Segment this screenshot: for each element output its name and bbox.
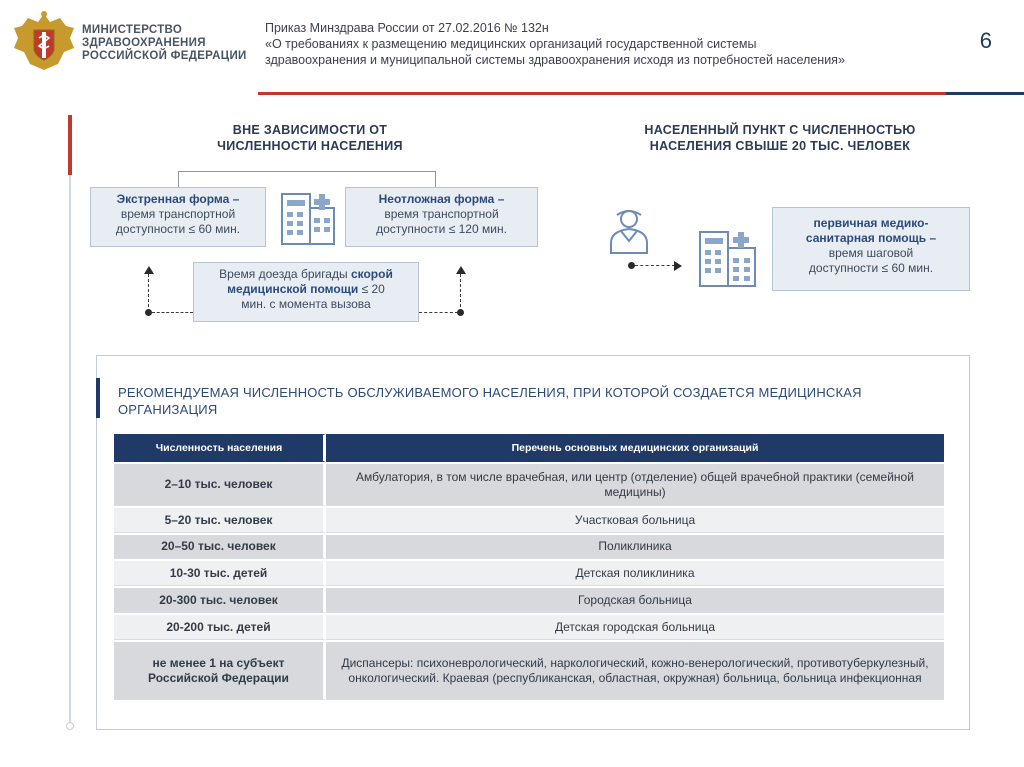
urgent-form-box: [345, 187, 538, 247]
ministry-line-2: ЗДРАВООХРАНЕНИЯ: [82, 37, 206, 49]
table-row: [114, 535, 944, 559]
cell-population: 20-200 тыс. детей: [114, 615, 326, 640]
left-accent-dot: [66, 722, 74, 730]
cell-population: 5–20 тыс. человек: [114, 508, 326, 533]
cell-organizations: Городская больница: [326, 588, 944, 613]
connector-primary-horizontal: [635, 265, 675, 266]
emergency-form-title: Экстренная форма –: [116, 192, 240, 206]
ambulance-line-1-bold: скорой: [350, 267, 393, 281]
primary-care-line-1: время шаговой: [828, 246, 914, 260]
table-row: [114, 642, 944, 700]
header-population: Численность населения: [114, 434, 326, 462]
ministry-emblem-icon: [8, 8, 80, 80]
left-accent-red: [68, 115, 72, 175]
cell-organizations: Диспансеры: психоневрологический, наркологический, кожно-венерологический, противотуберкулезный, онкологический. Краевая (республиканская, областная, окружная) больница, больница инфекционная: [326, 642, 944, 700]
cell-population: 10-30 тыс. детей: [114, 561, 326, 586]
cell-population: не менее 1 на субъект Российской Федерации: [114, 642, 326, 700]
arrow-up-left-icon: [144, 266, 154, 274]
connector-right-vertical: [460, 274, 461, 312]
connector-right-horizontal: [419, 312, 458, 313]
table-row: [114, 561, 944, 586]
cell-population: 2–10 тыс. человек: [114, 464, 326, 506]
order-line-2: «О требованиях к размещению медицинских организаций государственной системы: [265, 37, 757, 51]
connector-left-horizontal: [152, 312, 193, 313]
left-heading-line-2: ЧИСЛЕННОСТИ НАСЕЛЕНИЯ: [217, 139, 403, 153]
ministry-line-3: РОССИЙСКОЙ ФЕДЕРАЦИИ: [82, 50, 247, 62]
connector-right-dot: [457, 309, 464, 316]
panel-title-line-1: РЕКОМЕНДУЕМАЯ ЧИСЛЕННОСТЬ ОБСЛУЖИВАЕМОГО НАСЕЛЕНИЯ, ПРИ КОТОРОЙ СОЗДАЕТСЯ МЕДИЦИНСКАЯ: [118, 385, 862, 400]
cell-organizations: Участковая больница: [326, 508, 944, 533]
primary-care-box: [772, 207, 970, 291]
cell-organizations: Поликлиника: [326, 535, 944, 559]
order-line-3: здравоохранения и муниципальной системы здравоохранения исходя из потребностей населения»: [265, 53, 845, 67]
connector-left-vertical: [148, 274, 149, 312]
right-heading-line-1: НАСЕЛЕННЫЙ ПУНКТ С ЧИСЛЕННОСТЬЮ: [644, 123, 916, 137]
panel-title-line-2: ОРГАНИЗАЦИЯ: [118, 402, 218, 417]
table-row: [114, 615, 944, 640]
person-icon: [607, 207, 651, 260]
organizations-table: [114, 432, 944, 702]
emergency-form-box: [90, 187, 266, 247]
table-row: [114, 588, 944, 613]
panel-title: [118, 384, 948, 418]
urgent-form-title: Неотложная форма –: [378, 192, 505, 206]
cell-organizations: Амбулатория, в том числе врачебная, или центр (отделение) общей врачебной практики (семейной медицины): [326, 464, 944, 506]
cell-organizations: Детская городская больница: [326, 615, 944, 640]
ambulance-line-3: мин. с момента вызова: [241, 297, 371, 311]
right-heading-line-2: НАСЕЛЕНИЯ СВЫШЕ 20 ТЫС. ЧЕЛОВЕК: [649, 139, 911, 153]
header-rule-navy: [946, 92, 1024, 95]
left-accent-line: [69, 175, 71, 725]
cell-population: 20–50 тыс. человек: [114, 535, 326, 559]
order-line-1: Приказ Минздрава России от 27.02.2016 № 132н: [265, 21, 549, 35]
header-organizations: Перечень основных медицинских организаций: [326, 434, 944, 462]
primary-care-title-2: санитарная помощь –: [805, 231, 937, 245]
left-heading: [195, 122, 425, 154]
ministry-line-1: МИНИСТЕРСТВО: [82, 24, 183, 36]
table-row: [114, 464, 944, 506]
ambulance-line-2-bold: медицинской помощи: [227, 282, 359, 296]
emergency-form-line-1: время транспортной: [120, 207, 236, 221]
left-heading-line-1: ВНЕ ЗАВИСИМОСТИ ОТ: [232, 123, 388, 137]
table-row: [114, 508, 944, 533]
ministry-name: [82, 24, 247, 63]
ambulance-box: [193, 262, 419, 322]
cell-population: 20-300 тыс. человек: [114, 588, 326, 613]
heading-bracket: [178, 171, 436, 187]
ambulance-line-2: ≤ 20: [358, 282, 385, 296]
cell-organizations: Детская поликлиника: [326, 561, 944, 586]
urgent-form-line-1: время транспортной: [384, 207, 499, 221]
primary-care-title-1: первичная медико-: [813, 216, 929, 230]
polyclinic-building-icon: [697, 226, 759, 295]
hospital-building-icon: [279, 188, 339, 253]
table-header-row: [114, 434, 944, 462]
arrow-right-icon: [674, 261, 682, 271]
connector-primary-dot: [628, 262, 635, 269]
page-number: 6: [979, 28, 992, 53]
arrow-up-right-icon: [456, 266, 466, 274]
ambulance-line-1: Время доезда бригады: [219, 267, 351, 281]
connector-left-dot: [145, 309, 152, 316]
urgent-form-line-2: доступности ≤ 120 мин.: [376, 222, 507, 236]
emergency-form-line-2: доступности ≤ 60 мин.: [115, 222, 241, 236]
order-title: [265, 20, 955, 68]
right-heading: [600, 122, 960, 154]
header-rule-red: [258, 92, 946, 95]
panel-accent-bar: [96, 378, 100, 418]
primary-care-line-2: доступности ≤ 60 мин.: [808, 261, 934, 275]
